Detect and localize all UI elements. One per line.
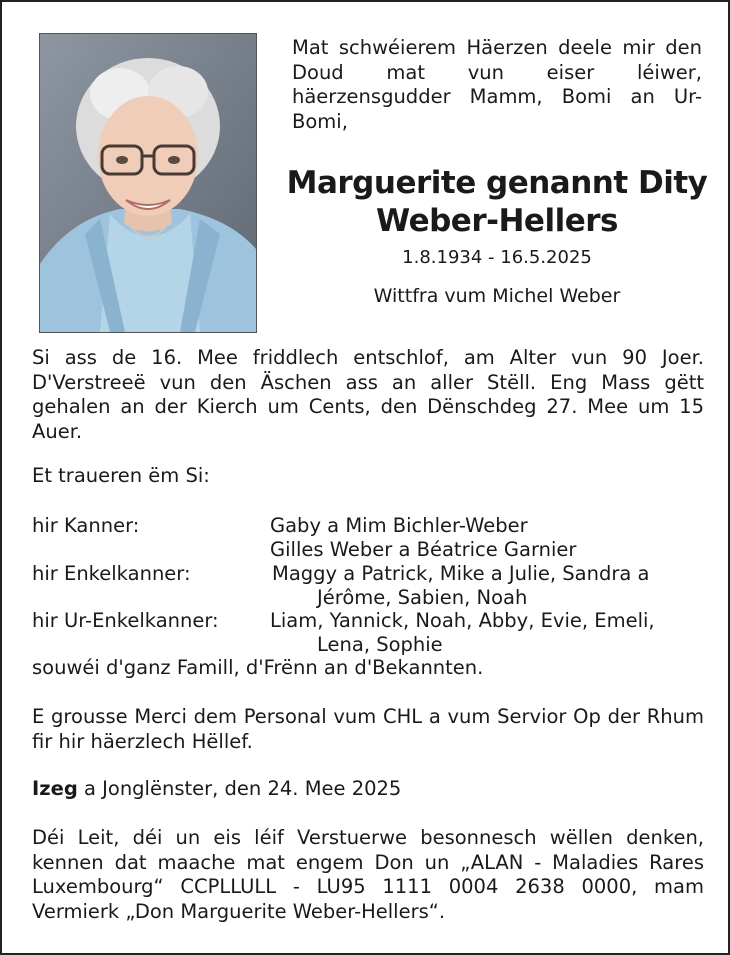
place-name: Izeg: [32, 777, 78, 800]
place-date: a Jonglënster, den 24. Mee 2025: [77, 777, 402, 800]
greatgrandchildren-line-2: Lena, Sophie: [317, 633, 443, 656]
greatgrandchildren-line-1: Liam, Yannick, Noah, Abby, Evie, Emeli,: [270, 609, 655, 632]
announcement-paragraph: Si ass de 16. Mee friddlech entschlof, am Alter vun 90 Joer. D'Verstreeë vun den Äschen ass an aller Stëll. Eng Mass gëtt gehalen an der Kierch um Cents, den Dënschdeg 27. Mee um 15 Auer.: [32, 346, 704, 443]
grandchildren-line-2: Jérôme, Sabien, Noah: [317, 586, 528, 609]
portrait-photo: [39, 33, 257, 333]
children-line-1: Gaby a Mim Bichler-Weber: [270, 514, 528, 537]
grandchildren-line-1: Maggy a Patrick, Mike a Julie, Sandra a: [272, 562, 650, 585]
donation-paragraph: Déi Leit, déi un eis léif Verstuerwe besonnesch wëllen denken, kennen dat maache mat engem Don un „ALAN - Maladies Rares Luxembourg“ CCPLLULL - LU95 1111 0004 2638 0000, mam Vermierk „Don Marguerite Weber-Hellers“.: [32, 826, 704, 923]
intro-text: Mat schwéierem Häerzen deele mir den Doud mat vun eiser léiwer, häerzensgudder Mamm, Bomi an Ur-Bomi,: [292, 36, 702, 133]
deceased-name: [277, 164, 717, 240]
widow-of: Wittfra vum Michel Weber: [373, 285, 621, 307]
name-line-2: Weber-Hellers: [376, 203, 618, 239]
life-dates: 1.8.1934 - 16.5.2025: [402, 247, 592, 268]
name-line-1: Marguerite genannt Dity: [286, 165, 708, 201]
place-date-line: [32, 777, 401, 802]
grandchildren-label: hir Enkelkanner:: [32, 562, 191, 585]
greatgrandchildren-label: hir Ur-Enkelkanner:: [32, 609, 219, 632]
children-line-2: Gilles Weber a Béatrice Garnier: [270, 538, 577, 561]
children-label: hir Kanner:: [32, 514, 140, 537]
thanks-paragraph: E grousse Merci dem Personal vum CHL a vum Servior Op der Rhum fir hir häerzlech Hëllef.: [32, 705, 704, 753]
others-mourning: souwéi d'ganz Famill, d'Frënn an d'Bekannten.: [32, 656, 484, 679]
mourning-intro: Et traueren ëm Si:: [32, 464, 210, 487]
